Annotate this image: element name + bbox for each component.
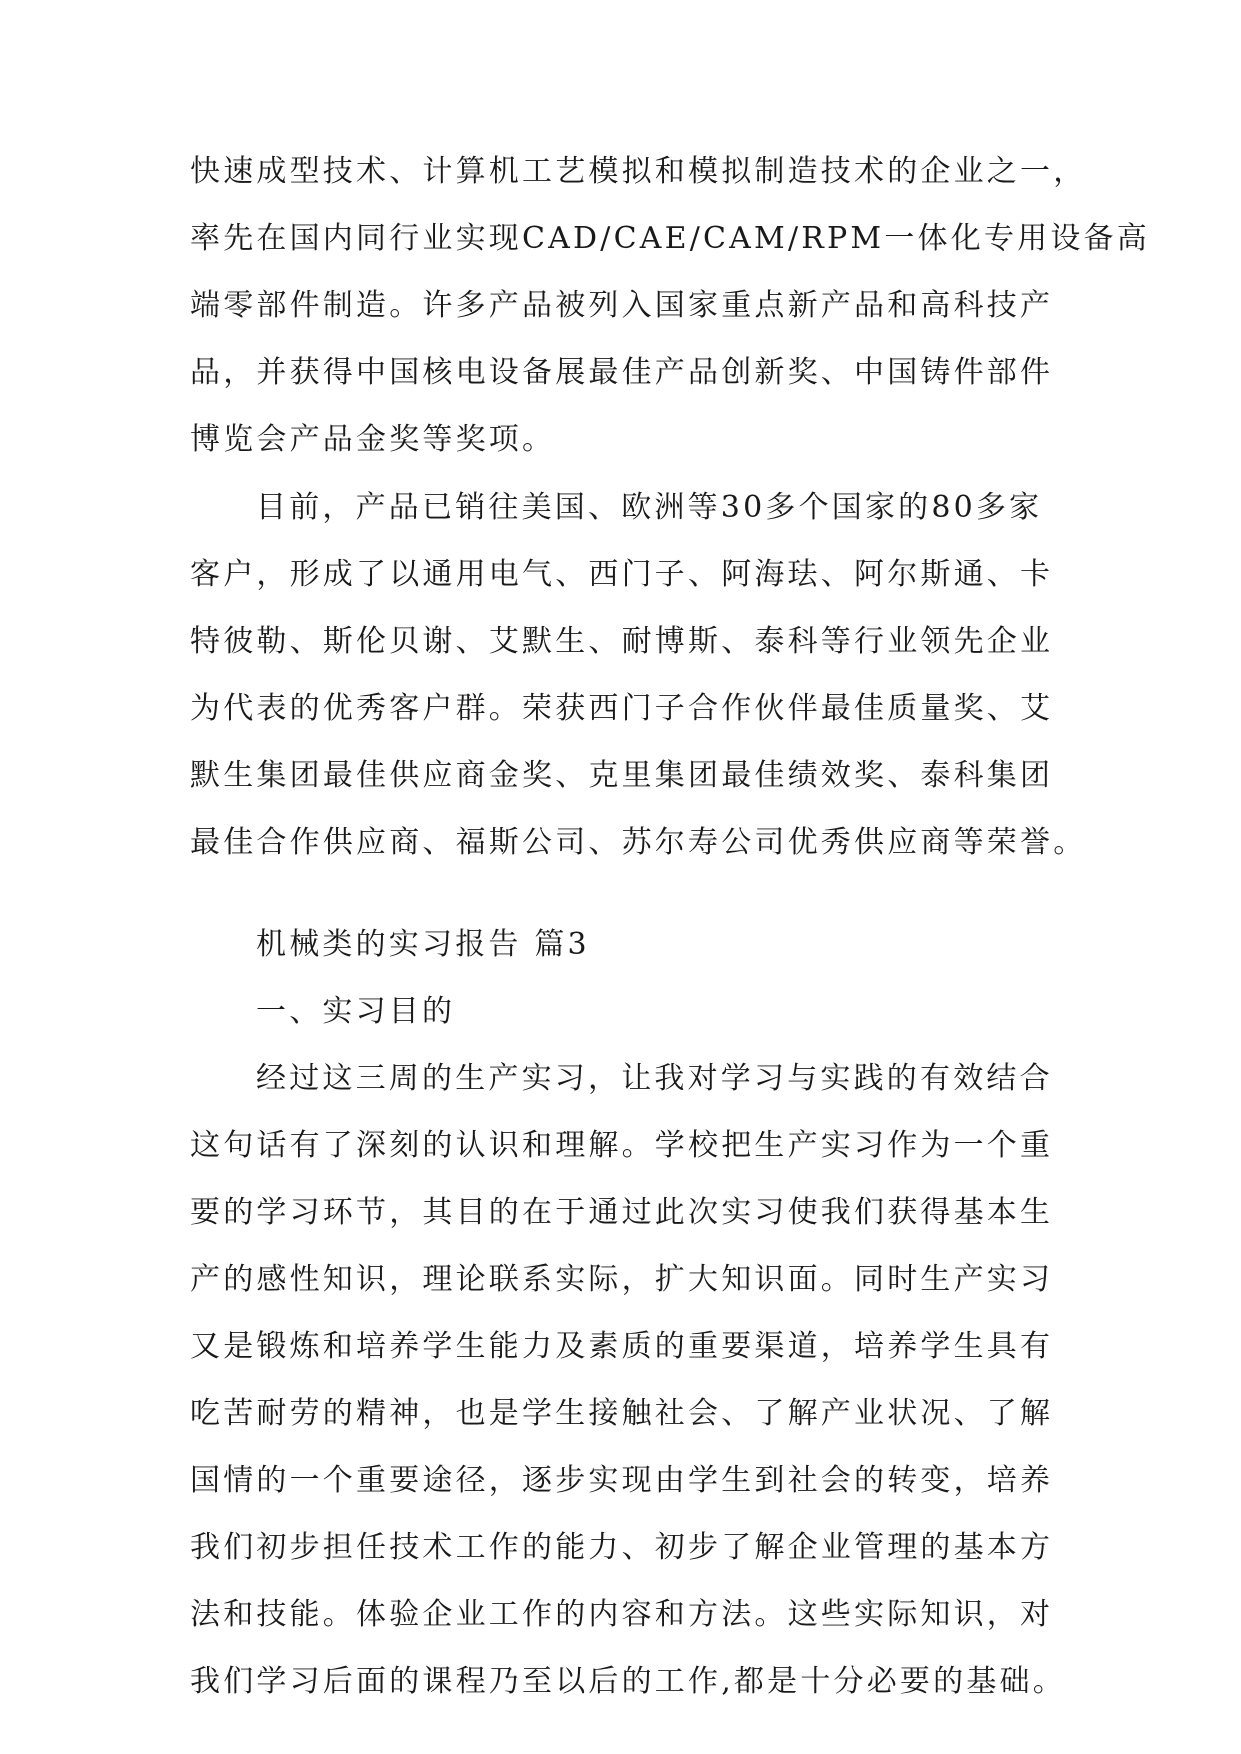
subheading: 一、实习目的 bbox=[256, 994, 456, 1029]
paragraph-line: 快速成型技术、计算机工艺模拟和模拟制造技术的企业之一， bbox=[190, 154, 1087, 189]
paragraph-line: 这句话有了深刻的认识和理解。学校把生产实习作为一个重 bbox=[190, 1128, 1054, 1163]
paragraph-line: 我们学习后面的课程乃至以后的工作,都是十分必要的基础。 bbox=[190, 1664, 1066, 1699]
paragraph-line: 国情的一个重要途径，逐步实现由学生到社会的转变，培养 bbox=[190, 1463, 1054, 1498]
paragraph-line: 特彼勒、斯伦贝谢、艾默生、耐博斯、泰科等行业领先企业 bbox=[190, 624, 1054, 659]
paragraph-line: 要的学习环节，其目的在于通过此次实习使我们获得基本生 bbox=[190, 1195, 1054, 1230]
section-heading: 机械类的实习报告 篇3 bbox=[256, 927, 590, 962]
paragraph-line: 吃苦耐劳的精神，也是学生接触社会、了解产业状况、了解 bbox=[190, 1396, 1054, 1431]
paragraph-line: 我们初步担任技术工作的能力、初步了解企业管理的基本方 bbox=[190, 1530, 1054, 1565]
paragraph-line: 经过这三周的生产实习，让我对学习与实践的有效结合 bbox=[256, 1061, 1053, 1096]
paragraph-line: 产的感性知识，理论联系实际，扩大知识面。同时生产实习 bbox=[190, 1262, 1054, 1297]
paragraph-line: 率先在国内同行业实现CAD/CAE/CAM/RPM一体化专用设备高 bbox=[190, 221, 1150, 256]
paragraph-line: 默生集团最佳供应商金奖、克里集团最佳绩效奖、泰科集团 bbox=[190, 758, 1054, 793]
paragraph-line: 客户，形成了以通用电气、西门子、阿海珐、阿尔斯通、卡 bbox=[190, 557, 1054, 592]
paragraph-line: 法和技能。体验企业工作的内容和方法。这些实际知识，对 bbox=[190, 1597, 1054, 1632]
paragraph-line: 最佳合作供应商、福斯公司、苏尔寿公司优秀供应商等荣誉。 bbox=[190, 825, 1087, 860]
paragraph-line: 博览会产品金奖等奖项。 bbox=[190, 422, 556, 457]
paragraph-line: 又是锻炼和培养学生能力及素质的重要渠道，培养学生具有 bbox=[190, 1329, 1054, 1364]
paragraph-line: 端零部件制造。许多产品被列入国家重点新产品和高科技产 bbox=[190, 288, 1054, 323]
paragraph-line: 为代表的优秀客户群。荣获西门子合作伙伴最佳质量奖、艾 bbox=[190, 691, 1054, 726]
paragraph-line: 目前，产品已销往美国、欧洲等30多个国家的80多家 bbox=[256, 490, 1043, 525]
paragraph-line: 品，并获得中国核电设备展最佳产品创新奖、中国铸件部件 bbox=[190, 355, 1054, 390]
